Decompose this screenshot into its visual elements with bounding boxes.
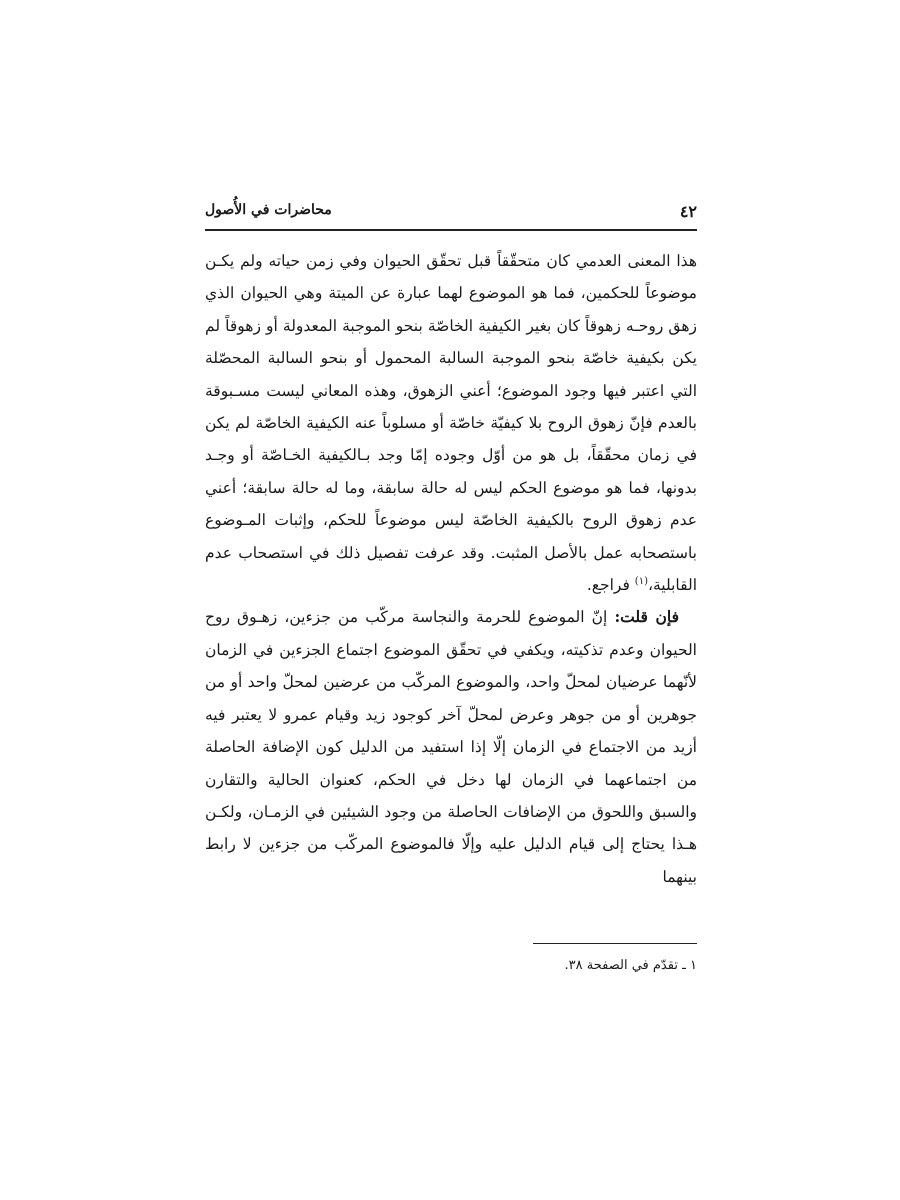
footnote-divider (533, 943, 697, 944)
running-title: محاضرات في الأُصول (205, 202, 332, 218)
page-header (205, 196, 697, 226)
footnote-reference: (١) (634, 575, 648, 587)
paragraph-lead: فإن قلت: (614, 607, 679, 627)
paragraph (205, 245, 697, 601)
paragraph-text: إنّ الموضوع للحرمة والنجاسة مركّب من جزءين، زهـوق روح الحيوان وعدم تذكيته، ويكفي في تحقّق الموضوع اجتماع الجزءين في الزمان لأنّهما عرضيان لمحلّ واحد، والموضوع المركّب من عرضين لمحلّ واحد أو من جوهرين أو من جوهر وعرض لمحلّ آخر كوجود زيد وقيام عمرو لا يعتبر فيه أزيد من الاجتماع في الزمان إلّا إذا استفيد من الدليل كون الإضافة الحاصلة من اجتماعهما في الزمان لها دخل في الحكم، كعنوان الحالية والتقارن والسبق واللحوق من الإضافات الحاصلة من وجود الشيئين في الزمـان، ولكـن هـذا يحتاج إلى قيام الدليل عليه وإلّا فالموضوع المركّب من جزءين لا رابط بينهما (205, 608, 697, 886)
body-text (205, 245, 697, 893)
footnote: ١ ـ تقدّم في الصفحة ٣٨. (564, 958, 697, 973)
paragraph-text-end: فراجع. (586, 576, 635, 595)
paragraph-text: هذا المعنى العدمي كان متحقّقاً قبل تحقّق الحيوان وفي زمن حياته ولم يكـن موضوعاً للحكمين، فما هو الموضوع لهما عبارة عن الميتة وهي الحيوان الذي زهق روحـه زهوقاً كان بغير الكيفية الخاصّة بنحو الموجبة المعدولة أو زهوقاً لم يكن بكيفية خاصّة بنحو الموجبة السالبة المحمول أو بنحو السالبة المحصّلة التي اعتبر فيها وجود الموضوع؛ أعني الزهوق، وهذه المعاني ليست مسـبوقة بالعدم فإنّ زهوق الروح بلا كيفيّة خاصّة أو مسلوباً عنه الكيفية الخاصّة لم يكن في زمان محقّقاً، بل هو من أوّل وجوده إمّا وجد بـالكيفية الخـاصّة أو وجـد بدونها، فما هو موضوع الحكم ليس له حالة سابقة، وما له حالة سابقة؛ أعني عدم زهوق الروح بالكيفية الخاصّة ليس موضوعاً للحكم، وإثبات المـوضوع باستصحابه عمل بالأصل المثبت. وقد عرفت تفصيل ذلك في استصحاب عدم القابلية، (205, 252, 697, 595)
paragraph (205, 601, 697, 893)
header-divider (205, 229, 697, 231)
page-number: ٤٢ (679, 202, 697, 221)
